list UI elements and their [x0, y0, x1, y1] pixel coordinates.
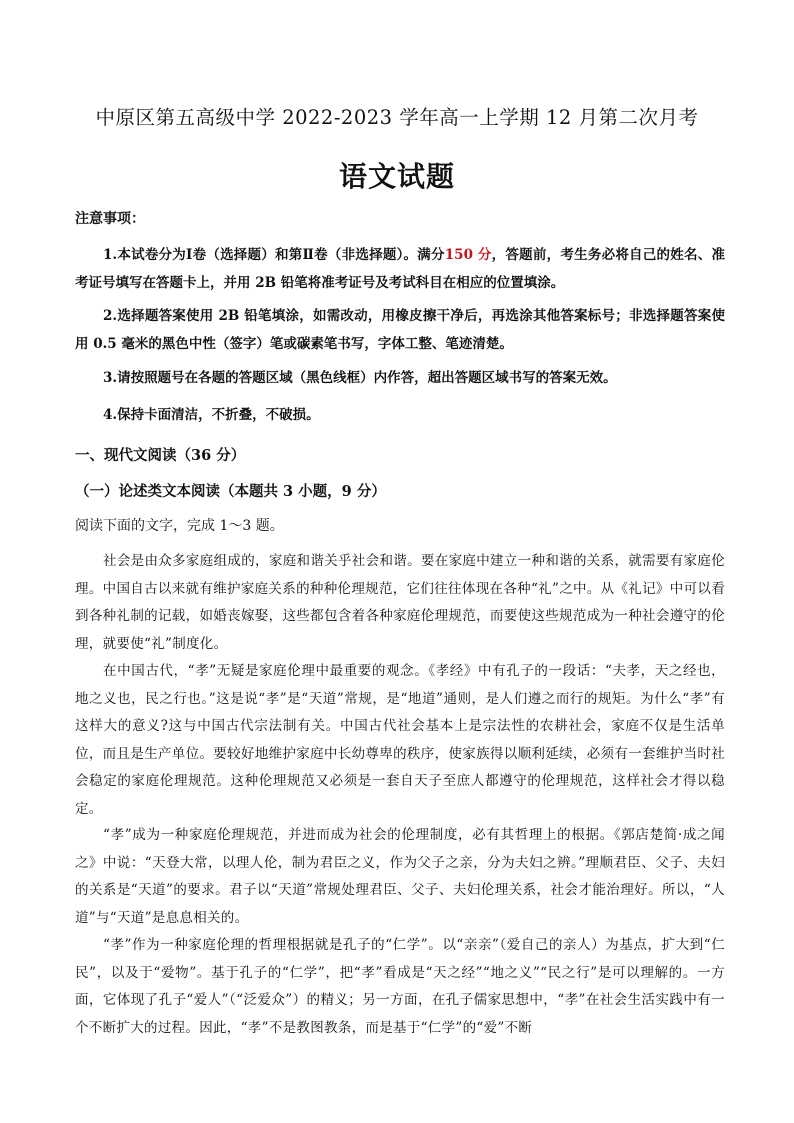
passage-paragraph: “孝”成为一种家庭伦理规范，并进而成为社会的伦理制度，必有其哲理上的根据。《郭店楚简·成之闻之》中说：“天登大常，以理人伦，制为君臣之义，作为父子之亲，分为夫妇之辨。”理顺君臣、父子、夫妇的关系是“天道”的要求。君子以“天道”常规处理君臣、父子、夫妇伦理关系，社会才能治理好。所以，“人道”与“天道”是息息相关的。	[75, 827, 725, 926]
notice-item-3: 3.请按照题号在各题的答题区域（黑色线框）内作答，超出答题区域书写的答案无效。	[103, 370, 617, 386]
notice-item-1	[75, 241, 725, 297]
notice-item-1-post: ，答题前，考生务必将自己的姓名、准考证号填写在答题卡上，并用 2B 铅笔将准考证号及考试科目在相应的位置填涂。	[75, 247, 725, 291]
notice-item-2: 2.选择题答案使用 2B 铅笔填涂，如需改动，用橡皮擦干净后，再选涂其他答案标号；非选择题答案使用 0.5 毫米的黑色中性（签字）笔或碳素笔书写，字体工整、笔迹清楚。	[75, 308, 725, 352]
passage-paragraph: 社会是由众多家庭组成的，家庭和谐关乎社会和谐。要在家庭中建立一种和谐的关系，就需要有家庭伦理。中国自古以来就有维护家庭关系的种种伦理规范，它们往往体现在各种“礼”之中。从《礼记》中可以看到各种礼制的记载，如婚丧嫁娶，这些都包含着各种家庭伦理规范，而要使这些规范成为一种社会遵守的伦理，就要使“礼”制度化。	[75, 553, 725, 652]
subject-title: 语文试题	[338, 160, 455, 193]
notice-item-1-pre: 1.本试卷分为Ⅰ卷（选择题）和第Ⅱ卷（非选择题）。满分	[103, 247, 445, 263]
notice-item-4: 4.保持卡面清洁，不折叠，不破损。	[103, 407, 320, 423]
exam-title: 中原区第五高级中学 2022-2023 学年高一上学期 12 月第二次月考	[95, 106, 699, 129]
section-heading: 一、现代文阅读（36 分）	[75, 447, 246, 464]
notice-heading: 注意事项：	[75, 211, 145, 227]
reading-instruction: 阅读下面的文字，完成 1～3 题。	[75, 518, 284, 534]
passage-paragraph: “孝”作为一种家庭伦理的哲理根据就是孔子的“仁学”。以“亲亲”（爱自己的亲人）为基点，扩大到“仁民”，以及于“爱物”。基于孔子的“仁学”，把“孝”看成是“天之经”“地之义”“民之行”是可以理解的。一方面，它体现了孔子“爱人”（“泛爱众”）的精义；另一方面，在孔子儒家思想中，“孝”在社会生活实践中有一个不断扩大的过程。因此，“孝”不是教图教条，而是基于“仁学”的“爱”不断	[75, 937, 725, 1036]
subsection-heading: （一）论述类文本阅读（本题共 3 小题，9 分）	[75, 483, 386, 500]
full-score-highlight: 150 分	[444, 247, 492, 263]
passage-paragraph: 在中国古代，“孝”无疑是家庭伦理中最重要的观念。《孝经》中有孔子的一段话：“夫孝，天之经也，地之义也，民之行也。”这是说“孝”是“天道”常规，是“地道”通则，是人们遵之而行的规矩。为什么“孝”有这样大的意义?这与中国古代宗法制有关。中国古代社会基本上是宗法性的农耕社会，家庭不仅是生活单位，而且是生产单位。要较好地维护家庭中长幼尊卑的秩序，使家族得以顺利延续，必须有一套维护当时社会稳定的家庭伦理规范。这种伦理规范又必须是一套自天子至庶人都遵守的伦理规范，这样社会才得以稳定。	[75, 663, 725, 817]
